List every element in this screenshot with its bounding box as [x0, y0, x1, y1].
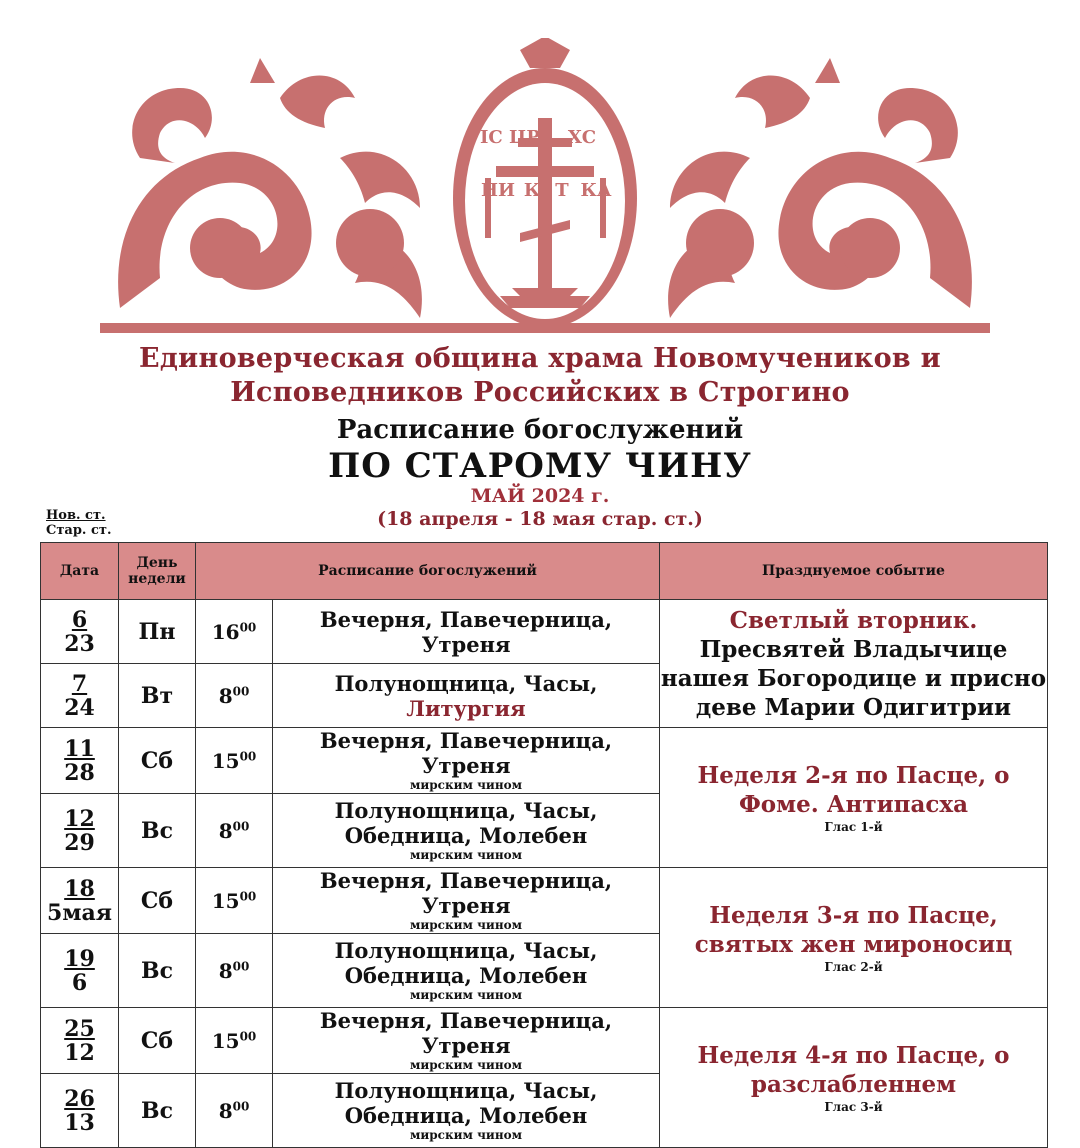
date-cell — [41, 794, 119, 868]
time-minutes: 00 — [232, 958, 250, 973]
table-row — [41, 1008, 1048, 1074]
time-minutes: 00 — [239, 748, 257, 763]
service-note: мирским чином — [409, 848, 523, 862]
header-schedule: Расписание богослужений — [196, 543, 660, 600]
time-hour: 8 — [218, 958, 233, 983]
dow-cell: Сб — [119, 868, 196, 934]
ornament-letter-t: Т — [555, 180, 569, 201]
dow-cell: Пн — [119, 600, 196, 664]
service-cell — [273, 868, 660, 934]
date-legend — [46, 508, 111, 538]
table-row — [41, 600, 1048, 664]
service-text: Вечерня, Павечерница, Утреня — [319, 1008, 613, 1058]
time-minutes: 00 — [239, 888, 257, 903]
date-cell — [41, 728, 119, 794]
date-new: 11 — [64, 735, 95, 762]
time-cell — [196, 868, 273, 934]
table-header-row — [41, 543, 1048, 600]
service-text: Полунощница, Часы, Обедница, Молебен — [334, 938, 598, 988]
event-black: Пресвятей Владычице нашея Богородице и присно деве Марии Одигитрии — [660, 635, 1047, 721]
header-event: Празднуемое событие — [660, 543, 1048, 600]
service-cell — [273, 1074, 660, 1148]
service-note: мирским чином — [409, 988, 523, 1002]
date-cell — [41, 934, 119, 1008]
dow-cell: Сб — [119, 1008, 196, 1074]
date-cell — [41, 664, 119, 728]
date-old: 13 — [64, 1109, 95, 1136]
time-minutes: 00 — [232, 683, 250, 698]
event-cell — [660, 600, 1048, 728]
date-cell — [41, 1008, 119, 1074]
dow-cell: Сб — [119, 728, 196, 794]
service-text: Вечерня, Павечерница, Утреня — [319, 606, 613, 657]
service-cell — [273, 600, 660, 664]
date-old: 28 — [64, 759, 95, 786]
time-cell — [196, 728, 273, 794]
date-new: 6 — [71, 606, 88, 633]
time-cell — [196, 934, 273, 1008]
time-cell — [196, 600, 273, 664]
date-new: 19 — [64, 945, 95, 972]
service-note: мирским чином — [409, 1128, 523, 1142]
time-minutes: 00 — [239, 619, 257, 634]
time-hour: 8 — [218, 818, 233, 843]
event-cell — [660, 728, 1048, 868]
date-old: 12 — [64, 1039, 95, 1066]
time-hour: 15 — [211, 1028, 240, 1053]
legend-old-style: Стар. ст. — [46, 523, 112, 538]
time-hour: 15 — [211, 748, 240, 773]
ornament-letters-top-left: IC ЦР — [480, 127, 540, 148]
service-text: Вечерня, Павечерница, Утреня — [319, 868, 613, 918]
table-row — [41, 728, 1048, 794]
event-glas: Глас 1-й — [824, 819, 883, 834]
event-red: Неделя 4-я по Пасце, о разслабленнем — [697, 1041, 1010, 1098]
event-red: Неделя 2-я по Пасце, о Фоме. Антипасха — [697, 761, 1010, 818]
ornament-letters-mid-left: НИ — [480, 180, 516, 201]
date-cell — [41, 600, 119, 664]
time-cell — [196, 794, 273, 868]
service-text: Вечерня, Павечерница, Утреня — [319, 728, 613, 778]
event-cell — [660, 868, 1048, 1008]
date-old: 29 — [64, 829, 95, 856]
table-row — [41, 868, 1048, 934]
service-cell — [273, 934, 660, 1008]
org-title-line1: Единоверческая община храма Новомучеников и — [139, 343, 941, 374]
event-glas: Глас 3-й — [824, 1099, 883, 1114]
service-text: Полунощница, Часы, Обедница, Молебен — [334, 1078, 598, 1128]
date-new: 26 — [64, 1085, 95, 1112]
time-minutes: 00 — [232, 818, 250, 833]
time-hour: 8 — [218, 683, 233, 708]
ornament-letters-top-right: ХС — [567, 127, 597, 148]
month-title: МАЙ 2024 г. — [470, 485, 610, 507]
event-cell — [660, 1008, 1048, 1148]
service-liturgy: Литургия — [406, 695, 526, 721]
date-new: 18 — [64, 875, 95, 902]
time-cell — [196, 1008, 273, 1074]
date-new: 12 — [64, 805, 95, 832]
event-glas: Глас 2-й — [824, 959, 883, 974]
service-cell — [273, 794, 660, 868]
date-old: 23 — [64, 630, 95, 657]
service-cell — [273, 1008, 660, 1074]
legend-new-style: Нов. ст. — [46, 508, 106, 523]
header-dow: День недели — [119, 543, 196, 600]
header-date: Дата — [41, 543, 119, 600]
date-old: 6 — [71, 969, 88, 996]
schedule-table — [40, 542, 1048, 1148]
time-hour: 16 — [211, 619, 240, 644]
time-minutes: 00 — [232, 1098, 250, 1113]
dow-cell: Вт — [119, 664, 196, 728]
ornament-letter-k: К — [523, 180, 541, 201]
time-hour: 8 — [218, 1098, 233, 1123]
schedule-title: Расписание богослужений — [336, 415, 744, 445]
service-cell — [273, 664, 660, 728]
time-cell — [196, 664, 273, 728]
service-note: мирским чином — [409, 1058, 523, 1072]
dow-cell: Вс — [119, 934, 196, 1008]
service-text: Полунощница, Часы, Обедница, Молебен — [334, 798, 598, 848]
event-red: Неделя 3-я по Пасце, святых жен мироносиц — [694, 901, 1013, 958]
chin-title: ПО СТАРОМУ ЧИНУ — [328, 446, 752, 486]
ornament-letters-mid-right: КА — [580, 180, 612, 201]
date-new: 25 — [64, 1015, 95, 1042]
time-minutes: 00 — [239, 1028, 257, 1043]
org-title — [0, 342, 1080, 410]
date-old: 24 — [64, 694, 95, 721]
service-note: мирским чином — [409, 778, 523, 792]
time-hour: 15 — [211, 888, 240, 913]
service-note: мирским чином — [409, 918, 523, 932]
ornament-banner — [100, 38, 990, 338]
date-cell — [41, 868, 119, 934]
dow-cell: Вс — [119, 1074, 196, 1148]
org-title-line2: Исповедников Российских в Строгино — [230, 377, 850, 408]
service-text: Полунощница, Часы, — [334, 670, 598, 696]
time-cell — [196, 1074, 273, 1148]
date-cell — [41, 1074, 119, 1148]
event-red: Светлый вторник. — [729, 606, 978, 634]
date-new: 7 — [71, 670, 88, 697]
date-range: (18 апреля - 18 мая стар. ст.) — [377, 508, 703, 530]
date-old: 5мая — [47, 899, 112, 926]
dow-cell: Вс — [119, 794, 196, 868]
service-cell — [273, 728, 660, 794]
